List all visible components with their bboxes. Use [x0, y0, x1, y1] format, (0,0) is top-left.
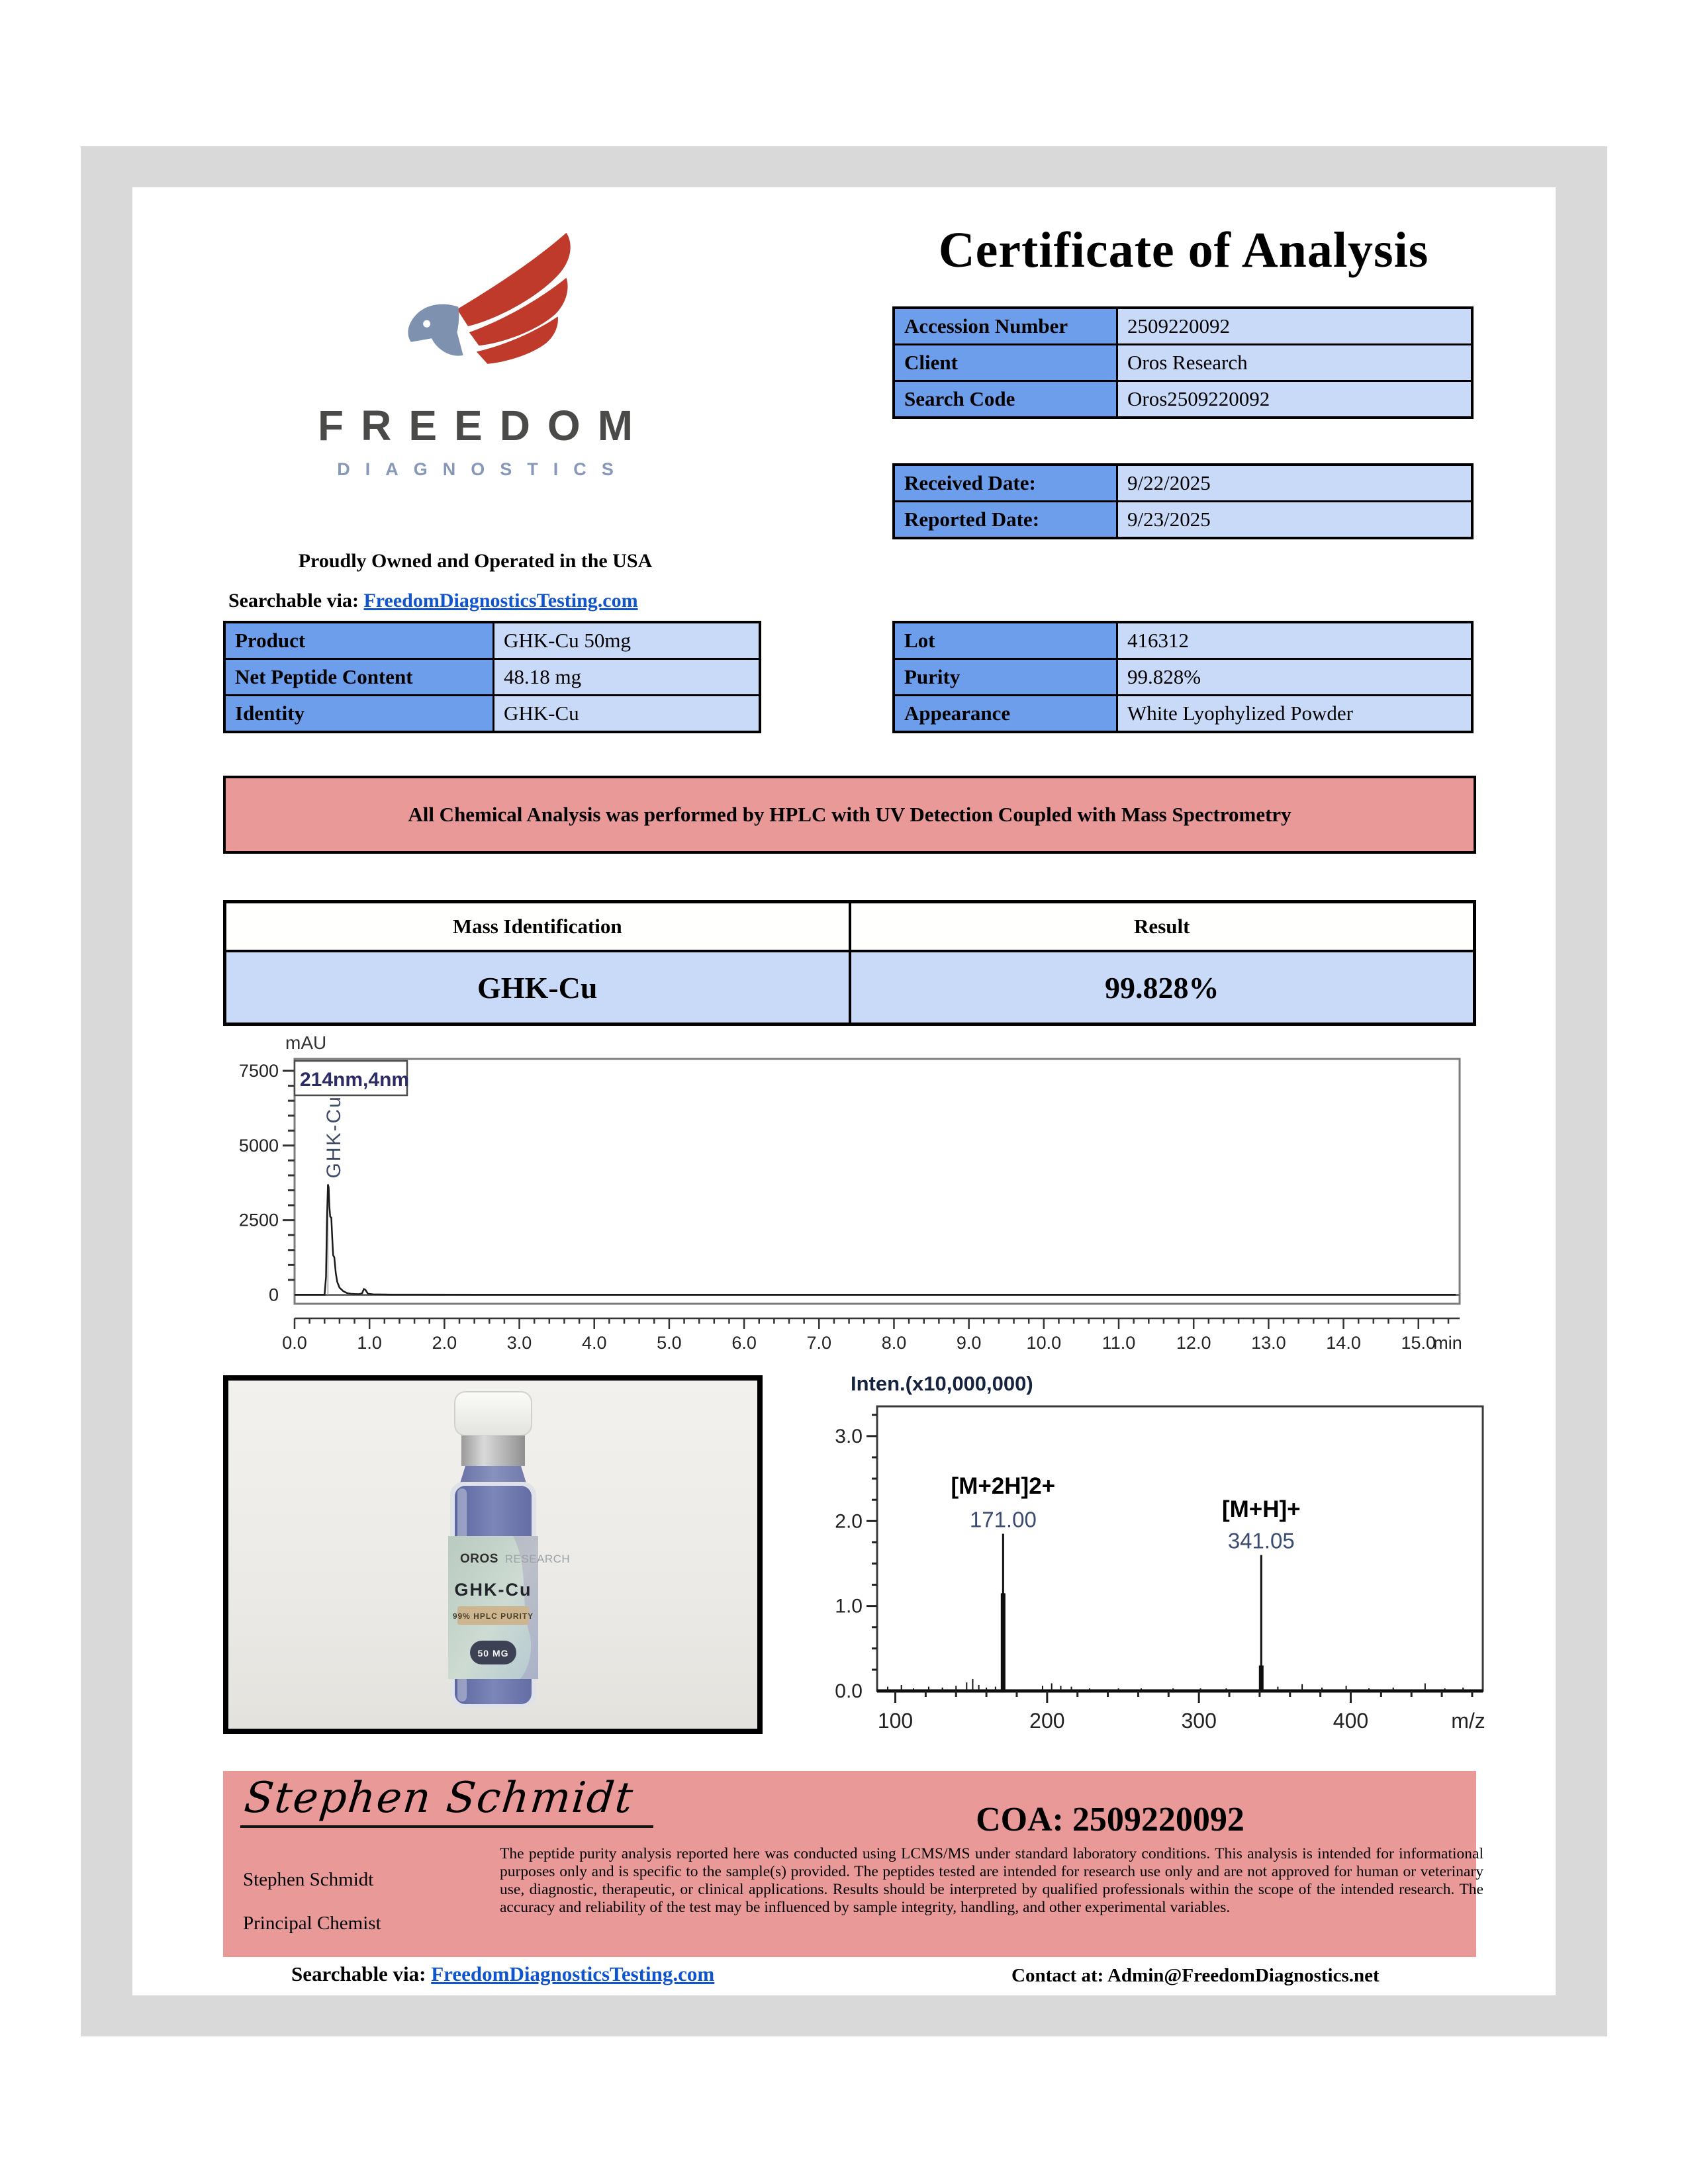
- net-peptide-value: 48.18 mg: [494, 660, 759, 694]
- identity-value: GHK-Cu: [494, 696, 759, 731]
- method-banner: All Chemical Analysis was performed by HPLC with UV Detection Coupled with Mass Spectrometry: [223, 776, 1476, 854]
- accession-table: [892, 306, 1474, 419]
- svg-text:0: 0: [268, 1285, 279, 1305]
- svg-text:214nm,4nm: 214nm,4nm: [300, 1069, 410, 1091]
- svg-text:OROS RESEARCH: [460, 1552, 570, 1566]
- svg-text:14.0: 14.0: [1326, 1333, 1361, 1353]
- svg-text:341.05: 341.05: [1227, 1528, 1295, 1553]
- mass-id-header: Mass Identification: [226, 903, 849, 950]
- identity-label: Identity: [226, 696, 492, 731]
- footer-searchable-line: [291, 1962, 714, 1986]
- searchable-label: Searchable via:: [228, 590, 359, 612]
- purity-value: 99.828%: [1118, 660, 1471, 694]
- received-date-value: 9/22/2025: [1118, 466, 1471, 500]
- appearance-label: Appearance: [895, 696, 1116, 731]
- vial-product-name: GHK-Cu: [454, 1580, 532, 1600]
- vial-brand-primary: OROS: [459, 1552, 498, 1566]
- product-label: Product: [226, 623, 492, 658]
- signature-block: [223, 1771, 1483, 1957]
- footer-contact-line: [1011, 1965, 1380, 1987]
- result-header: Result: [851, 903, 1474, 950]
- footer-contact-label: Contact at:: [1011, 1965, 1104, 1986]
- page-title: Certificate of Analysis: [938, 222, 1429, 278]
- vial-amount: 50 MG: [477, 1648, 509, 1659]
- svg-text:400: 400: [1333, 1709, 1369, 1733]
- svg-text:4.0: 4.0: [581, 1333, 607, 1353]
- svg-text:11.0: 11.0: [1102, 1333, 1136, 1353]
- appearance-value: White Lyophylized Powder: [1118, 696, 1471, 731]
- svg-text:mAU: mAU: [285, 1032, 327, 1053]
- search-code-label: Search Code: [895, 382, 1116, 416]
- lot-value: 416312: [1118, 623, 1471, 658]
- svg-text:5000: 5000: [238, 1135, 279, 1156]
- accession-number-label: Accession Number: [895, 309, 1116, 343]
- vial-illustration: [410, 1383, 576, 1727]
- product-value: GHK-Cu 50mg: [494, 623, 759, 658]
- disclaimer-text: The peptide purity analysis reported here was conducted using LCMS/MS under standard laboratory conditions. This analysis is intended for informational purposes only and is specific to the sample(s) provided. The peptides tested are intended for research use only and are not approved for human or veterinary use, diagnostic, therapeutic, or clinical applications. Results should be interpreted by qualified professionals within the scope of the intended research. The accuracy and reliability of the test may be influenced by sample integrity, handling, and other experimental variables.: [500, 1845, 1483, 1916]
- certificate-page: [132, 187, 1556, 1995]
- svg-text:13.0: 13.0: [1251, 1333, 1286, 1353]
- product-table: [223, 621, 761, 733]
- svg-text:1.0: 1.0: [835, 1595, 863, 1617]
- footer-searchable-link[interactable]: FreedomDiagnosticsTesting.com: [431, 1962, 715, 1985]
- client-value: Oros Research: [1118, 345, 1471, 380]
- vial-brand-secondary: RESEARCH: [504, 1553, 570, 1565]
- svg-text:[M+2H]2+: [M+2H]2+: [951, 1473, 1056, 1500]
- svg-text:3.0: 3.0: [835, 1425, 863, 1447]
- svg-text:15.0: 15.0: [1401, 1333, 1436, 1353]
- accession-number-value: 2509220092: [1118, 309, 1471, 343]
- reported-date-label: Reported Date:: [895, 502, 1116, 537]
- svg-text:12.0: 12.0: [1176, 1333, 1211, 1353]
- company-logo: [257, 228, 694, 480]
- net-peptide-label: Net Peptide Content: [226, 660, 492, 694]
- svg-text:0.0: 0.0: [835, 1680, 863, 1702]
- svg-text:3.0: 3.0: [506, 1333, 532, 1353]
- footer-searchable-label: Searchable via:: [291, 1962, 426, 1985]
- svg-text:0.0: 0.0: [282, 1333, 307, 1353]
- eagle-logo-icon: [366, 228, 585, 394]
- svg-text:[M+H]+: [M+H]+: [1221, 1496, 1301, 1522]
- footer-contact-value: Admin@FreedomDiagnostics.net: [1107, 1965, 1380, 1986]
- svg-text:m/z: m/z: [1451, 1709, 1485, 1733]
- reported-date-value: 9/23/2025: [1118, 502, 1471, 537]
- search-code-value: Oros2509220092: [1118, 382, 1471, 416]
- svg-text:200: 200: [1029, 1709, 1065, 1733]
- svg-text:8.0: 8.0: [881, 1333, 907, 1353]
- chemist-name: Stephen Schmidt: [243, 1869, 374, 1890]
- mass-spectrum: [827, 1360, 1503, 1754]
- client-label: Client: [895, 345, 1116, 380]
- svg-text:100: 100: [877, 1709, 914, 1733]
- svg-text:1.0: 1.0: [357, 1333, 382, 1353]
- received-date-label: Received Date:: [895, 466, 1116, 500]
- logo-wordmark: FREEDOM: [318, 402, 650, 449]
- svg-text:6.0: 6.0: [731, 1333, 757, 1353]
- svg-text:Inten.(x10,000,000): Inten.(x10,000,000): [851, 1372, 1033, 1395]
- svg-text:min: min: [1433, 1333, 1462, 1353]
- lot-label: Lot: [895, 623, 1116, 658]
- hplc-chromatogram: [228, 1029, 1479, 1353]
- svg-text:5.0: 5.0: [657, 1333, 682, 1353]
- svg-text:300: 300: [1181, 1709, 1217, 1733]
- svg-text:2.0: 2.0: [835, 1510, 863, 1533]
- svg-text:9.0: 9.0: [956, 1333, 982, 1353]
- signature-script: Stephen Schmidt: [240, 1774, 659, 1828]
- tagline: Proudly Owned and Operated in the USA: [298, 550, 653, 572]
- mass-identification-table: [223, 900, 1476, 1026]
- coa-number: COA: 2509220092: [976, 1801, 1244, 1839]
- svg-text:2.0: 2.0: [432, 1333, 457, 1353]
- svg-text:7.0: 7.0: [806, 1333, 832, 1353]
- purity-label: Purity: [895, 660, 1116, 694]
- chemist-role: Principal Chemist: [243, 1913, 381, 1934]
- lot-table: [892, 621, 1474, 733]
- logo-subtitle: DIAGNOSTICS: [337, 459, 629, 479]
- svg-text:2500: 2500: [238, 1210, 279, 1230]
- svg-text:10.0: 10.0: [1026, 1333, 1062, 1353]
- svg-text:7500: 7500: [238, 1061, 279, 1081]
- svg-text:171.00: 171.00: [969, 1507, 1037, 1532]
- mass-id-value: GHK-Cu: [226, 952, 849, 1023]
- svg-text:GHK-Cu: GHK-Cu: [323, 1095, 346, 1179]
- dates-table: [892, 463, 1474, 539]
- result-value: 99.828%: [851, 952, 1474, 1023]
- searchable-line-top: [228, 590, 638, 612]
- product-vial-photo: [223, 1375, 763, 1734]
- searchable-link-top[interactable]: FreedomDiagnosticsTesting.com: [363, 590, 638, 612]
- vial-purity-line: 99% HPLC PURITY: [452, 1612, 534, 1621]
